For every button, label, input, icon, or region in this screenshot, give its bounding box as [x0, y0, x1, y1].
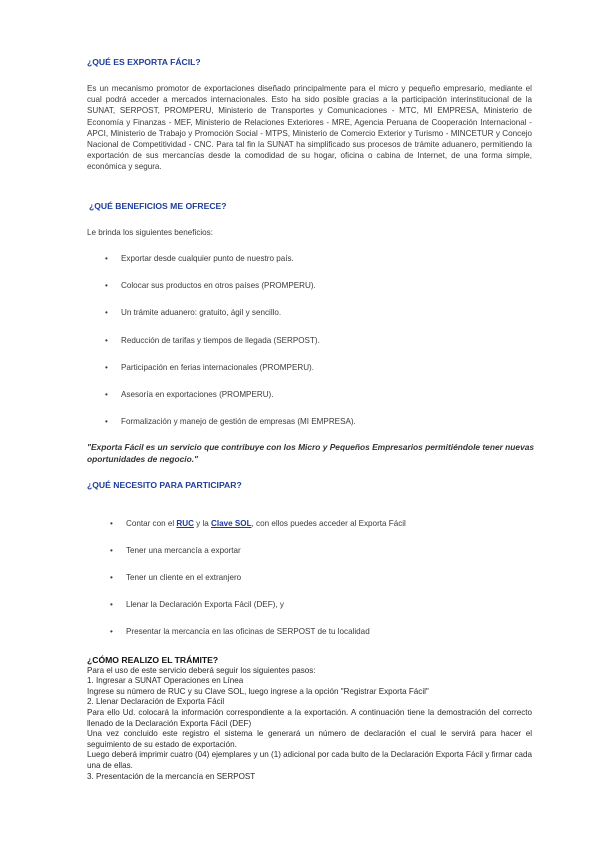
tramite-line: 3. Presentación de la mercancía en SERPOST: [87, 771, 256, 781]
bullet-icon: •: [105, 336, 108, 345]
bullet-icon: •: [110, 546, 113, 555]
tramite-line: Ingrese su número de RUC y su Clave SOL, luego ingrese a la opción "Registrar Exporta Fácil": [87, 686, 429, 696]
beneficios-intro: Le brinda los siguientes beneficios:: [87, 228, 213, 237]
tramite-line: 2. Llenar Declaración de Exporta Fácil: [87, 697, 225, 707]
ruc-link[interactable]: RUC: [176, 519, 194, 528]
document-page: ¿QUÉ ES EXPORTA FÁCIL? Es un mecanismo promotor de exportaciones diseñado principalmente para el micro y pequeño empresario, mediante el cual podrá acceder a mercados internacionales. Esto ha sido posible gracias a la participación interinstitucional de la SUNAT, SERPOST, PROMPERU, Ministerio de Transportes y Comunicaciones - MTC, MI EMPRESA, Ministerio de Economía y Finanzas - MEF, Ministerio de Relaciones Exteriores - MRE, Agencia Peruana de Cooperación Internacional - APCI, Ministerio de Trabajo y Promoción Social - MTPS, Ministerio de Comercio Exterior y Turismo - MINCETUR y Concejo Nacional de Competitividad - CNC. Para tal fin la SUNAT ha simplificado sus procesos de trámite aduanero, permitiendo la exportación de sus mercancías desde la comodidad de su hogar, oficina o cabina de Internet, de una forma simple, económica y segura. ¿QUÉ BENEFICIOS ME OFRECE? Le brinda los siguientes beneficios: • Exportar desde cualquier punto de nuestro país. • Colocar sus productos en otros países (PROMPERU). • Un trámite aduanero: gratuito, ágil y sencillo. • Reducción de tarifas y tiempos de llegada (SERPOST). • Participación en ferias internacionales (PROMPERU). • Asesoría en exportaciones (PROMPERU). • Formalización y manejo de gestión de empresas (MI EMPRESA). "Exporta Fácil es un servicio que contribuye con los Micro y Pequeños Empresarios permitiéndole tener nuevas oportunidades de negocio." ¿QUÉ NECESITO PARA PARTICIPAR? • Contar con el RUC y la Clave SOL, con ellos puedes acceder al Exporta Fácil • Tener una mercancía a exportar • Tener un cliente en el extranjero • Llenar la Declaración Exporta Fácil (DEF), y • Presentar la mercancía en las oficinas de SERPOST de tu localidad ¿CÓMO REALIZO EL TRÁMITE? Para el uso de este servicio deberá seguir los siguientes pasos: 1. Ingresar a SUNAT Operaciones en Línea Ingrese su número de RUC y su Clave SOL, luego ingrese a la opción "Registrar Exporta Fácil" 2. Llenar Declaración de Exporta Fácil Para ello Ud. colocará la información correspondiente a la exportación. A continuación tiene la demostración del correcto llenado de la Declaración Exporta Fácil (DEF) Una vez concluido este registro el sistema le generará un número de declaración el cual le servirá para hacer el seguimiento de su estado de exportación. Luego deberá imprimir cuatro (04) ejemplares y un (1) adicional por cada bulto de la Declaración Exporta Fácil y firmar cada una de ellas. 3. Presentación de la mercancía en SERPOST: [0, 0, 595, 842]
tramite-line: 1. Ingresar a SUNAT Operaciones en Línea: [87, 676, 244, 686]
tramite-line: Para ello Ud. colocará la información correspondiente a la exportación. A continuación tiene la demostración del correcto llenado de la Declaración Exporta Fácil (DEF): [87, 707, 532, 728]
heading-participar: ¿QUÉ NECESITO PARA PARTICIPAR?: [87, 480, 242, 490]
bullet-icon: •: [105, 417, 108, 426]
bullet-icon: •: [110, 600, 113, 609]
quote-text: "Exporta Fácil es un servicio que contribuye con los Micro y Pequeños Empresarios permitiéndole tener nuevas oportunidades de negocio.": [87, 442, 535, 464]
heading-que-es: ¿QUÉ ES EXPORTA FÁCIL?: [87, 57, 201, 67]
tramite-line: Para el uso de este servicio deberá seguir los siguientes pasos:: [87, 665, 316, 675]
bullet-icon: •: [110, 573, 113, 582]
heading-tramite: ¿CÓMO REALIZO EL TRÁMITE?: [87, 655, 219, 665]
heading-beneficios: ¿QUÉ BENEFICIOS ME OFRECE?: [89, 201, 227, 211]
paragraph-que-es: Es un mecanismo promotor de exportaciones diseñado principalmente para el micro y pequeño empresario, mediante el cual podrá acceder a mercados internacionales. Esto ha sido posible gracias a la participación interinstitucional de la SUNAT, SERPOST, PROMPERU, Ministerio de Transportes y Comunicaciones - MTC, MI EMPRESA, Ministerio de Economía y Finanzas - MEF, Ministerio de Relaciones Exteriores - MRE, Agencia Peruana de Cooperación Internacional - APCI, Ministerio de Trabajo y Promoción Social - MTPS, Ministerio de Comercio Exterior y Turismo - MINCETUR y Concejo Nacional de Competitividad - CNC. Para tal fin la SUNAT ha simplificado sus procesos de trámite aduanero, permitiendo la exportación de sus mercancías desde la comodidad de su hogar, oficina o cabina de Internet, de una forma simple, económica y segura.: [87, 84, 532, 172]
tramite-line: Luego deberá imprimir cuatro (04) ejemplares y un (1) adicional por cada bulto de la Declaración Exporta Fácil y firmar cada una de ellas.: [87, 750, 532, 770]
bullet-icon: •: [105, 390, 108, 399]
bullet-icon: •: [110, 627, 113, 636]
bullet-icon: •: [105, 281, 108, 290]
clave-sol-link[interactable]: Clave SOL: [211, 519, 252, 528]
tramite-line: Una vez concluido este registro el sistema le generará un número de declaración el cual le servirá para hacer el seguimiento de su estado de exportación.: [87, 729, 532, 749]
bullet-icon: •: [105, 254, 108, 263]
tramite-section: [87, 655, 532, 782]
bullet-icon: •: [110, 519, 113, 528]
bullet-icon: •: [105, 308, 108, 317]
bullet-icon: •: [105, 363, 108, 372]
